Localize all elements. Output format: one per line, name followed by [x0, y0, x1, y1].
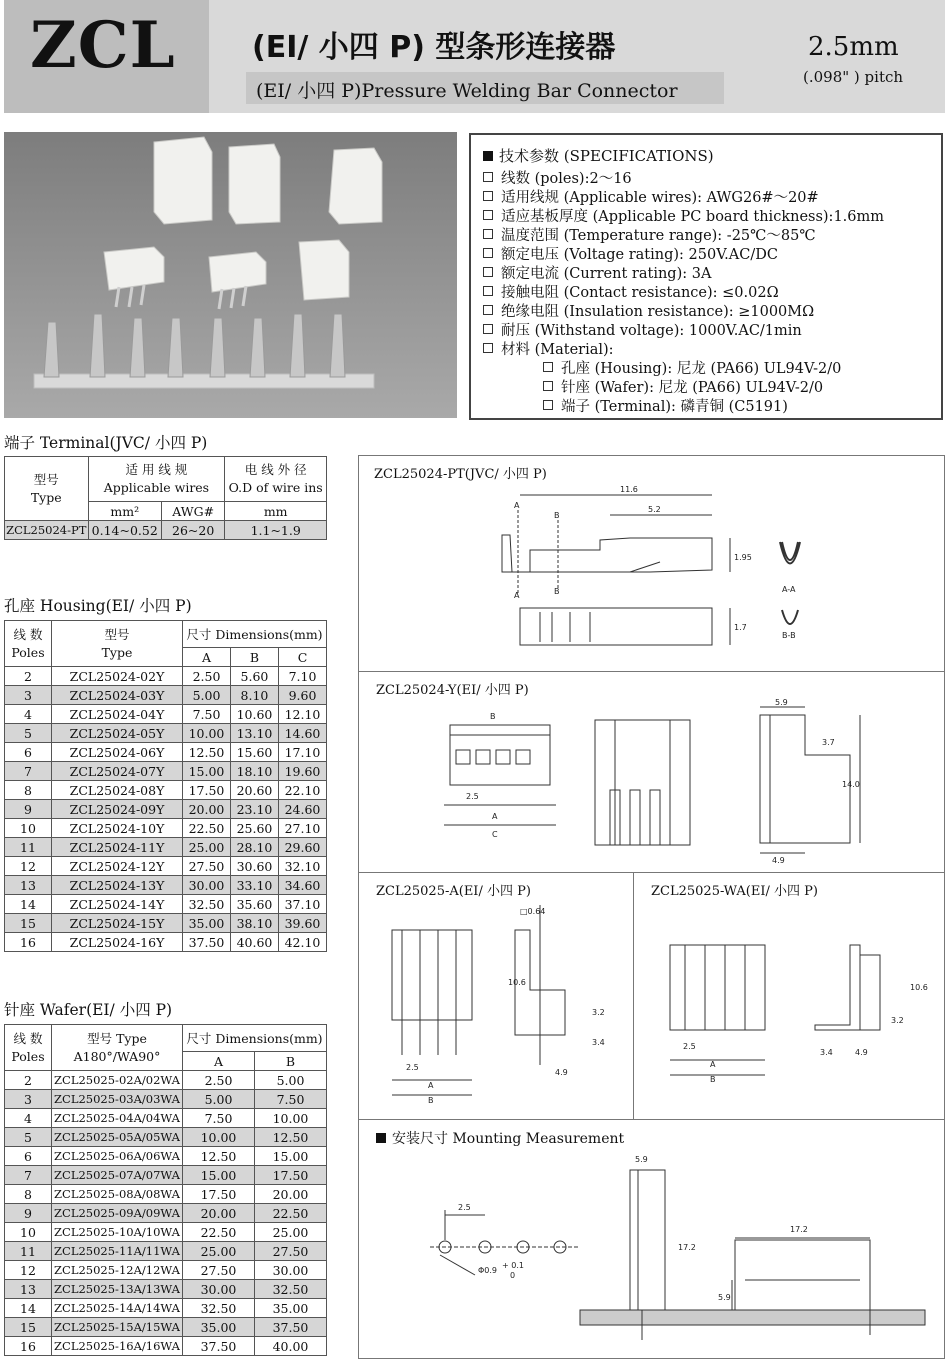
dim-3-2: 3.2 [592, 1008, 605, 1017]
label-a-bottom: A [514, 591, 520, 600]
divider [633, 872, 634, 1119]
table-row [5, 781, 327, 800]
cell-dim: 37.50 [183, 933, 231, 952]
cell-dim: 17.10 [278, 743, 326, 762]
cell-mm2: 0.14~0.52 [88, 521, 161, 540]
cell-poles: 13 [5, 1280, 52, 1299]
header-type: 型号 Type [5, 457, 89, 521]
dim-4-9: 4.9 [772, 856, 785, 865]
spec-item: 适用线规 (Applicable wires): AWG26#～20# [483, 186, 819, 207]
drawing-label-y: ZCL25024-Y(EI/ 小四 P) [376, 683, 529, 698]
cell-dim: 25.60 [230, 819, 278, 838]
table-row [5, 1090, 327, 1109]
dim-1-95: 1.95 [734, 553, 752, 562]
cell-dim: 25.00 [254, 1223, 326, 1242]
header-poles: 线 数 Poles [5, 1025, 52, 1071]
housing-drawing [430, 695, 870, 865]
cell-type: ZCL25025-13A/13WA [52, 1280, 183, 1299]
cell-type: ZCL25024-10Y [52, 819, 183, 838]
page-title-en: (EI/ 小四 P)Pressure Welding Bar Connector [256, 80, 678, 102]
divider [358, 872, 945, 873]
cell-dim: 35.60 [230, 895, 278, 914]
cell-dim: 12.50 [183, 743, 231, 762]
table-row [5, 667, 327, 686]
specifications-panel [469, 133, 943, 420]
table-row [5, 895, 327, 914]
material-item: 端子 (Terminal): 磷青铜 (C5191) [543, 395, 788, 416]
cell-od: 1.1~1.9 [225, 521, 327, 540]
cell-type: ZCL25024-06Y [52, 743, 183, 762]
cell-dim: 22.50 [183, 1223, 255, 1242]
header-wires: 适 用 线 规 Applicable wires [88, 457, 225, 502]
cell-dim: 17.50 [183, 1185, 255, 1204]
cell-poles: 16 [5, 1337, 52, 1356]
cell-poles: 2 [5, 667, 52, 686]
cell-poles: 9 [5, 800, 52, 819]
cell-dim: 7.50 [183, 705, 231, 724]
cell-type: ZCL25025-08A/08WA [52, 1185, 183, 1204]
unit-awg: AWG# [161, 502, 224, 521]
table-row [5, 724, 327, 743]
header-b: B [254, 1052, 326, 1071]
table-row [5, 1299, 327, 1318]
table-row [5, 838, 327, 857]
cell-type: ZCL25024-04Y [52, 705, 183, 724]
table-row [5, 686, 327, 705]
cell-poles: 2 [5, 1071, 52, 1090]
checkbox-square-icon [483, 210, 493, 220]
material-item: 针座 (Wafer): 尼龙 (PA66) UL94V-2/0 [543, 376, 823, 397]
mounting-drawing [380, 1150, 940, 1350]
cell-dim: 19.60 [278, 762, 326, 781]
dim-3-2: 3.2 [891, 1016, 904, 1025]
cell-dim: 5.60 [230, 667, 278, 686]
cell-type: ZCL25024-05Y [52, 724, 183, 743]
spec-item: 额定电流 (Current rating): 3A [483, 262, 711, 283]
label-a: A [428, 1081, 434, 1090]
spec-item: 线数 (poles):2～16 [483, 167, 632, 188]
cell-dim: 23.10 [230, 800, 278, 819]
cell-dim: 33.10 [230, 876, 278, 895]
cell-type: ZCL25025-09A/09WA [52, 1204, 183, 1223]
cell-poles: 6 [5, 743, 52, 762]
cell-dim: 9.60 [278, 686, 326, 705]
dim-5-9-side: 5.9 [718, 1293, 731, 1302]
spec-item: 额定电压 (Voltage rating): 250V.AC/DC [483, 243, 778, 264]
wafer-wa-drawing [655, 925, 940, 1090]
cell-dim: 32.50 [183, 1299, 255, 1318]
dim-5-9: 5.9 [635, 1155, 648, 1164]
header-type: 型号 Type [52, 621, 183, 667]
header-od: 电 线 外 径 O.D of wire ins [225, 457, 327, 502]
cell-poles: 6 [5, 1147, 52, 1166]
table-row [5, 1185, 327, 1204]
dim-10-6: 10.6 [910, 983, 928, 992]
divider [358, 1119, 945, 1120]
cell-dim: 2.50 [183, 1071, 255, 1090]
spec-item: 耐压 (Withstand voltage): 1000V.AC/1min [483, 319, 802, 340]
terminal-drawing [490, 480, 840, 660]
dim-4-9: 4.9 [555, 1068, 568, 1077]
table-row [5, 857, 327, 876]
cell-dim: 22.10 [278, 781, 326, 800]
cell-dim: 30.00 [254, 1261, 326, 1280]
cell-type: ZCL25024-12Y [52, 857, 183, 876]
checkbox-square-icon [483, 305, 493, 315]
dim-2-5: 2.5 [406, 1063, 419, 1072]
cell-dim: 12.10 [278, 705, 326, 724]
cell-dim: 20.00 [183, 800, 231, 819]
cell-type: ZCL25025-07A/07WA [52, 1166, 183, 1185]
cell-type: ZCL25025-16A/16WA [52, 1337, 183, 1356]
brand-logo: ZCL [30, 8, 176, 83]
spec-item: 接触电阻 (Contact resistance): ≤0.02Ω [483, 281, 779, 302]
dim-3-4: 3.4 [592, 1038, 605, 1047]
header-poles: 线 数 Poles [5, 621, 52, 667]
dim-tolerance: + 0.1 [502, 1261, 524, 1270]
material-item: 孔座 (Housing): 尼龙 (PA66) UL94V-2/0 [543, 357, 841, 378]
cell-dim: 32.50 [183, 895, 231, 914]
table-header-row [5, 1025, 327, 1052]
label-b: B [554, 511, 560, 520]
cell-poles: 3 [5, 686, 52, 705]
cell-dim: 20.00 [183, 1204, 255, 1223]
cell-poles: 4 [5, 705, 52, 724]
terminal-table [4, 456, 327, 540]
cell-poles: 3 [5, 1090, 52, 1109]
cell-type: ZCL25024-09Y [52, 800, 183, 819]
cell-type: ZCL25024-13Y [52, 876, 183, 895]
divider [358, 671, 945, 672]
checkbox-square-icon [483, 191, 493, 201]
checkbox-square-icon [543, 362, 553, 372]
table-row [5, 1204, 327, 1223]
dim-4-9: 4.9 [855, 1048, 868, 1057]
checkbox-square-icon [483, 248, 493, 258]
cell-dim: 35.00 [254, 1299, 326, 1318]
dim-3-7: 3.7 [822, 738, 835, 747]
cell-dim: 40.60 [230, 933, 278, 952]
cell-poles: 13 [5, 876, 52, 895]
table-row [5, 1109, 327, 1128]
cell-poles: 5 [5, 1128, 52, 1147]
header-b: B [230, 648, 278, 667]
dim-17-2-horizontal: 17.2 [790, 1225, 808, 1234]
drawing-label-a: ZCL25025-A(EI/ 小四 P) [376, 884, 531, 899]
drawing-label-wa: ZCL25025-WA(EI/ 小四 P) [651, 884, 818, 899]
cell-dim: 10.60 [230, 705, 278, 724]
label-b: B [710, 1075, 716, 1084]
cell-dim: 7.10 [278, 667, 326, 686]
cell-dim: 35.00 [183, 1318, 255, 1337]
cell-dim: 10.00 [183, 1128, 255, 1147]
cell-type: ZCL25025-15A/15WA [52, 1318, 183, 1337]
cell-type: ZCL25025-04A/04WA [52, 1109, 183, 1128]
table-row [5, 933, 327, 952]
checkbox-square-icon [543, 400, 553, 410]
cell-dim: 24.60 [278, 800, 326, 819]
dim-5-2: 5.2 [648, 505, 661, 514]
dim-tolerance-zero: 0 [510, 1271, 516, 1280]
table-row [5, 521, 327, 540]
unit-mm2: mm² [88, 502, 161, 521]
table-row [5, 1242, 327, 1261]
label-c: C [492, 830, 498, 839]
cell-type: ZCL25025-14A/14WA [52, 1299, 183, 1318]
unit-mm: mm [225, 502, 327, 521]
cell-dim: 27.50 [183, 857, 231, 876]
table-header-row [5, 621, 327, 648]
cell-dim: 35.00 [183, 914, 231, 933]
cell-dim: 12.50 [254, 1128, 326, 1147]
page-title-cn: (EI/ 小四 P) 型条形连接器 [252, 30, 616, 65]
header-c: C [278, 648, 326, 667]
cell-type: ZCL25024-15Y [52, 914, 183, 933]
housing-table [4, 620, 327, 952]
checkbox-square-icon [483, 324, 493, 334]
cell-dim: 37.50 [183, 1337, 255, 1356]
cell-dim: 2.50 [183, 667, 231, 686]
cell-dim: 10.00 [254, 1109, 326, 1128]
dim-2-5: 2.5 [683, 1042, 696, 1051]
cell-dim: 17.50 [254, 1166, 326, 1185]
header-type: 型号 Type A180°/WA90° [52, 1025, 183, 1071]
cell-dim: 13.10 [230, 724, 278, 743]
cell-poles: 12 [5, 1261, 52, 1280]
label-a: A [514, 501, 520, 510]
cell-type: ZCL25025-05A/05WA [52, 1128, 183, 1147]
dim-2-5: 2.5 [458, 1203, 471, 1212]
cell-poles: 9 [5, 1204, 52, 1223]
wafer-a-drawing [380, 900, 620, 1110]
cell-type: ZCL25024-08Y [52, 781, 183, 800]
cell-poles: 11 [5, 1242, 52, 1261]
table-row [5, 1337, 327, 1356]
dim-2-5: 2.5 [466, 792, 479, 801]
dim-11-6: 11.6 [620, 485, 638, 494]
cell-awg: 26~20 [161, 521, 224, 540]
cell-dim: 30.60 [230, 857, 278, 876]
checkbox-square-icon [483, 343, 493, 353]
cell-dim: 18.10 [230, 762, 278, 781]
cell-dim: 38.10 [230, 914, 278, 933]
label-a: A [492, 812, 498, 821]
cell-dim: 29.60 [278, 838, 326, 857]
label-aa: A-A [782, 585, 796, 594]
table-row [5, 1318, 327, 1337]
cell-dim: 39.60 [278, 914, 326, 933]
cell-type: ZCL25025-12A/12WA [52, 1261, 183, 1280]
cell-poles: 14 [5, 1299, 52, 1318]
dim-0-64: □0.64 [520, 907, 546, 916]
cell-dim: 5.00 [254, 1071, 326, 1090]
cell-dim: 20.60 [230, 781, 278, 800]
cell-dim: 12.50 [183, 1147, 255, 1166]
spec-item: 适应基板厚度 (Applicable PC board thickness):1.6mm [483, 205, 884, 226]
table-row [5, 1166, 327, 1185]
cell-poles: 16 [5, 933, 52, 952]
cell-poles: 12 [5, 857, 52, 876]
cell-dim: 22.50 [183, 819, 231, 838]
cell-type: ZCL25024-16Y [52, 933, 183, 952]
cell-poles: 10 [5, 819, 52, 838]
wafer-heading: 针座 Wafer(EI/ 小四 P) [4, 1001, 173, 1019]
label-b: B [490, 712, 496, 721]
cell-dim: 27.50 [183, 1261, 255, 1280]
table-row [5, 1071, 327, 1090]
cell-type: ZCL25025-06A/06WA [52, 1147, 183, 1166]
table-row [5, 1128, 327, 1147]
table-row [5, 1261, 327, 1280]
cell-dim: 34.60 [278, 876, 326, 895]
cell-dim: 15.00 [183, 1166, 255, 1185]
cell-dim: 15.00 [183, 762, 231, 781]
cell-dim: 30.00 [183, 876, 231, 895]
spec-item: 温度范围 (Temperature range): -25℃～85℃ [483, 224, 816, 245]
pitch-inch: (.098" ) pitch [803, 68, 904, 86]
table-row [5, 1280, 327, 1299]
cell-poles: 5 [5, 724, 52, 743]
cell-dim: 20.00 [254, 1185, 326, 1204]
cell-dim: 5.00 [183, 686, 231, 705]
spec-item: 材料 (Material): [483, 338, 614, 359]
table-row [5, 1223, 327, 1242]
cell-poles: 10 [5, 1223, 52, 1242]
cell-dim: 22.50 [254, 1204, 326, 1223]
checkbox-square-icon [483, 172, 493, 182]
cell-dim: 15.00 [254, 1147, 326, 1166]
cell-dim: 27.50 [254, 1242, 326, 1261]
cell-type: ZCL25025-03A/03WA [52, 1090, 183, 1109]
dim-14-0: 14.0 [842, 780, 860, 789]
cell-dim: 25.00 [183, 1242, 255, 1261]
cell-type: ZCL25024-03Y [52, 686, 183, 705]
checkbox-square-icon [543, 381, 553, 391]
cell-dim: 25.00 [183, 838, 231, 857]
cell-dim: 37.50 [254, 1318, 326, 1337]
cell-dim: 42.10 [278, 933, 326, 952]
specs-heading: 技术参数 (SPECIFICATIONS) [483, 145, 714, 166]
cell-dim: 30.00 [183, 1280, 255, 1299]
cell-poles: 4 [5, 1109, 52, 1128]
label-bb: B-B [782, 631, 796, 640]
table-row [5, 876, 327, 895]
terminal-heading: 端子 Terminal(JVC/ 小四 P) [4, 434, 208, 452]
header-dimensions: 尺寸 Dimensions(mm) [183, 1025, 327, 1052]
cell-type: ZCL25024-PT [5, 521, 89, 540]
checkbox-square-icon [483, 267, 493, 277]
cell-type: ZCL25024-14Y [52, 895, 183, 914]
cell-poles: 7 [5, 1166, 52, 1185]
cell-poles: 11 [5, 838, 52, 857]
label-b-bottom: B [554, 587, 560, 596]
cell-poles: 8 [5, 781, 52, 800]
cell-dim: 32.10 [278, 857, 326, 876]
cell-dim: 5.00 [183, 1090, 255, 1109]
pitch-mm: 2.5mm [808, 32, 899, 62]
cell-dim: 7.50 [254, 1090, 326, 1109]
cell-dim: 17.50 [183, 781, 231, 800]
dim-hole: Φ0.9 [478, 1266, 498, 1275]
drawing-label-mount: 安装尺寸 Mounting Measurement [376, 1128, 624, 1148]
cell-poles: 15 [5, 1318, 52, 1337]
cell-poles: 8 [5, 1185, 52, 1204]
bullet-square-icon [376, 1133, 386, 1143]
table-row [5, 1147, 327, 1166]
cell-type: ZCL25024-11Y [52, 838, 183, 857]
cell-dim: 7.50 [183, 1109, 255, 1128]
wafer-table [4, 1024, 327, 1356]
product-photo-illustration [4, 132, 457, 418]
cell-type: ZCL25025-02A/02WA [52, 1071, 183, 1090]
cell-type: ZCL25024-07Y [52, 762, 183, 781]
cell-poles: 7 [5, 762, 52, 781]
bullet-square-icon [483, 151, 493, 161]
cell-type: ZCL25025-10A/10WA [52, 1223, 183, 1242]
dim-3-4: 3.4 [820, 1048, 833, 1057]
table-row [5, 819, 327, 838]
cell-dim: 15.60 [230, 743, 278, 762]
dim-5-9: 5.9 [775, 698, 788, 707]
table-row [5, 705, 327, 724]
cell-dim: 32.50 [254, 1280, 326, 1299]
cell-dim: 37.10 [278, 895, 326, 914]
dim-10-6: 10.6 [508, 978, 526, 987]
cell-dim: 28.10 [230, 838, 278, 857]
housing-heading: 孔座 Housing(EI/ 小四 P) [4, 597, 192, 615]
drawing-label-pt: ZCL25024-PT(JVC/ 小四 P) [374, 467, 547, 482]
dim-17-2: 17.2 [678, 1243, 696, 1252]
product-photo [4, 132, 457, 418]
checkbox-square-icon [483, 286, 493, 296]
label-a: A [710, 1060, 716, 1069]
table-header-row [5, 457, 327, 502]
table-row [5, 914, 327, 933]
dim-1-7: 1.7 [734, 623, 747, 632]
header-a: A [183, 1052, 255, 1071]
header-a: A [183, 648, 231, 667]
cell-dim: 27.10 [278, 819, 326, 838]
cell-poles: 15 [5, 914, 52, 933]
cell-dim: 8.10 [230, 686, 278, 705]
cell-dim: 40.00 [254, 1337, 326, 1356]
table-row [5, 800, 327, 819]
cell-dim: 14.60 [278, 724, 326, 743]
cell-poles: 14 [5, 895, 52, 914]
table-row [5, 743, 327, 762]
header-dimensions: 尺寸 Dimensions(mm) [183, 621, 327, 648]
cell-dim: 10.00 [183, 724, 231, 743]
label-b: B [428, 1096, 434, 1105]
table-row [5, 762, 327, 781]
cell-type: ZCL25024-02Y [52, 667, 183, 686]
spec-item: 绝缘电阻 (Insulation resistance): ≥1000MΩ [483, 300, 814, 321]
checkbox-square-icon [483, 229, 493, 239]
cell-type: ZCL25025-11A/11WA [52, 1242, 183, 1261]
